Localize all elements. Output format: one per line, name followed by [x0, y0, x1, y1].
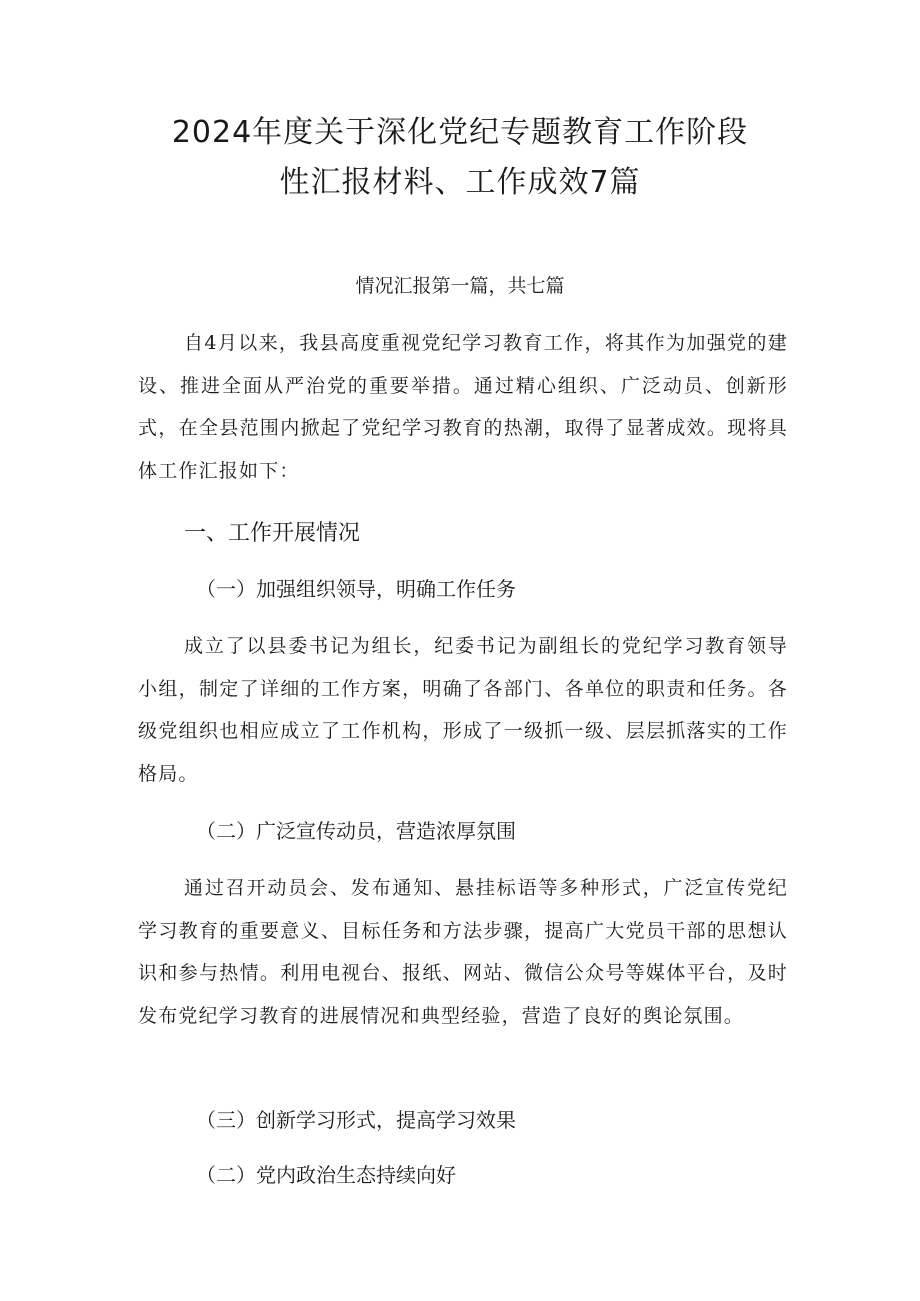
subsection-heading-4: （二）党内政治生态持续向好	[196, 1163, 456, 1187]
title-line-1: 2024年度关于深化党纪专题教育工作阶段	[171, 115, 749, 150]
document-subtitle: 情况汇报第一篇，共七篇	[355, 275, 565, 297]
subsection-2-paragraph: 通过召开动员会、发布通知、悬挂标语等多种形式，广泛宣传党纪学习教育的重要意义、目标任务和方法步骤，提高广大党员干部的思想认识和参与热情。利用电视台、报纸、网站、微信公众号等媒体平台，及时发布党纪学习教育的进展情况和典型经验，营造了良好的舆论氛围。	[138, 877, 788, 1027]
subsection-heading-2: （二）广泛宣传动员，营造浓厚氛围	[196, 819, 516, 843]
subsection-heading-3: （三）创新学习形式，提高学习效果	[196, 1108, 516, 1132]
document-title	[120, 108, 800, 208]
title-line-2: 性汇报材料、工作成效7篇	[279, 165, 641, 200]
subsection-1-paragraph: 成立了以县委书记为组长，纪委书记为副组长的党纪学习教育领导小组，制定了详细的工作方案，明确了各部门、各单位的职责和任务。各级党组织也相应成立了工作机构，形成了一级抓一级、层层抓落实的工作格局。	[138, 635, 788, 785]
subsection-heading-1: （一）加强组织领导，明确工作任务	[196, 577, 516, 601]
section-heading-1: 一、工作开展情况	[184, 521, 361, 546]
intro-paragraph: 自4月以来，我县高度重视党纪学习教育工作，将其作为加强党的建设、推进全面从严治党的重要举措。通过精心组织、广泛动员、创新形式，在全县范围内掀起了党纪学习教育的热潮，取得了显著成效。现将具体工作汇报如下：	[138, 332, 788, 482]
